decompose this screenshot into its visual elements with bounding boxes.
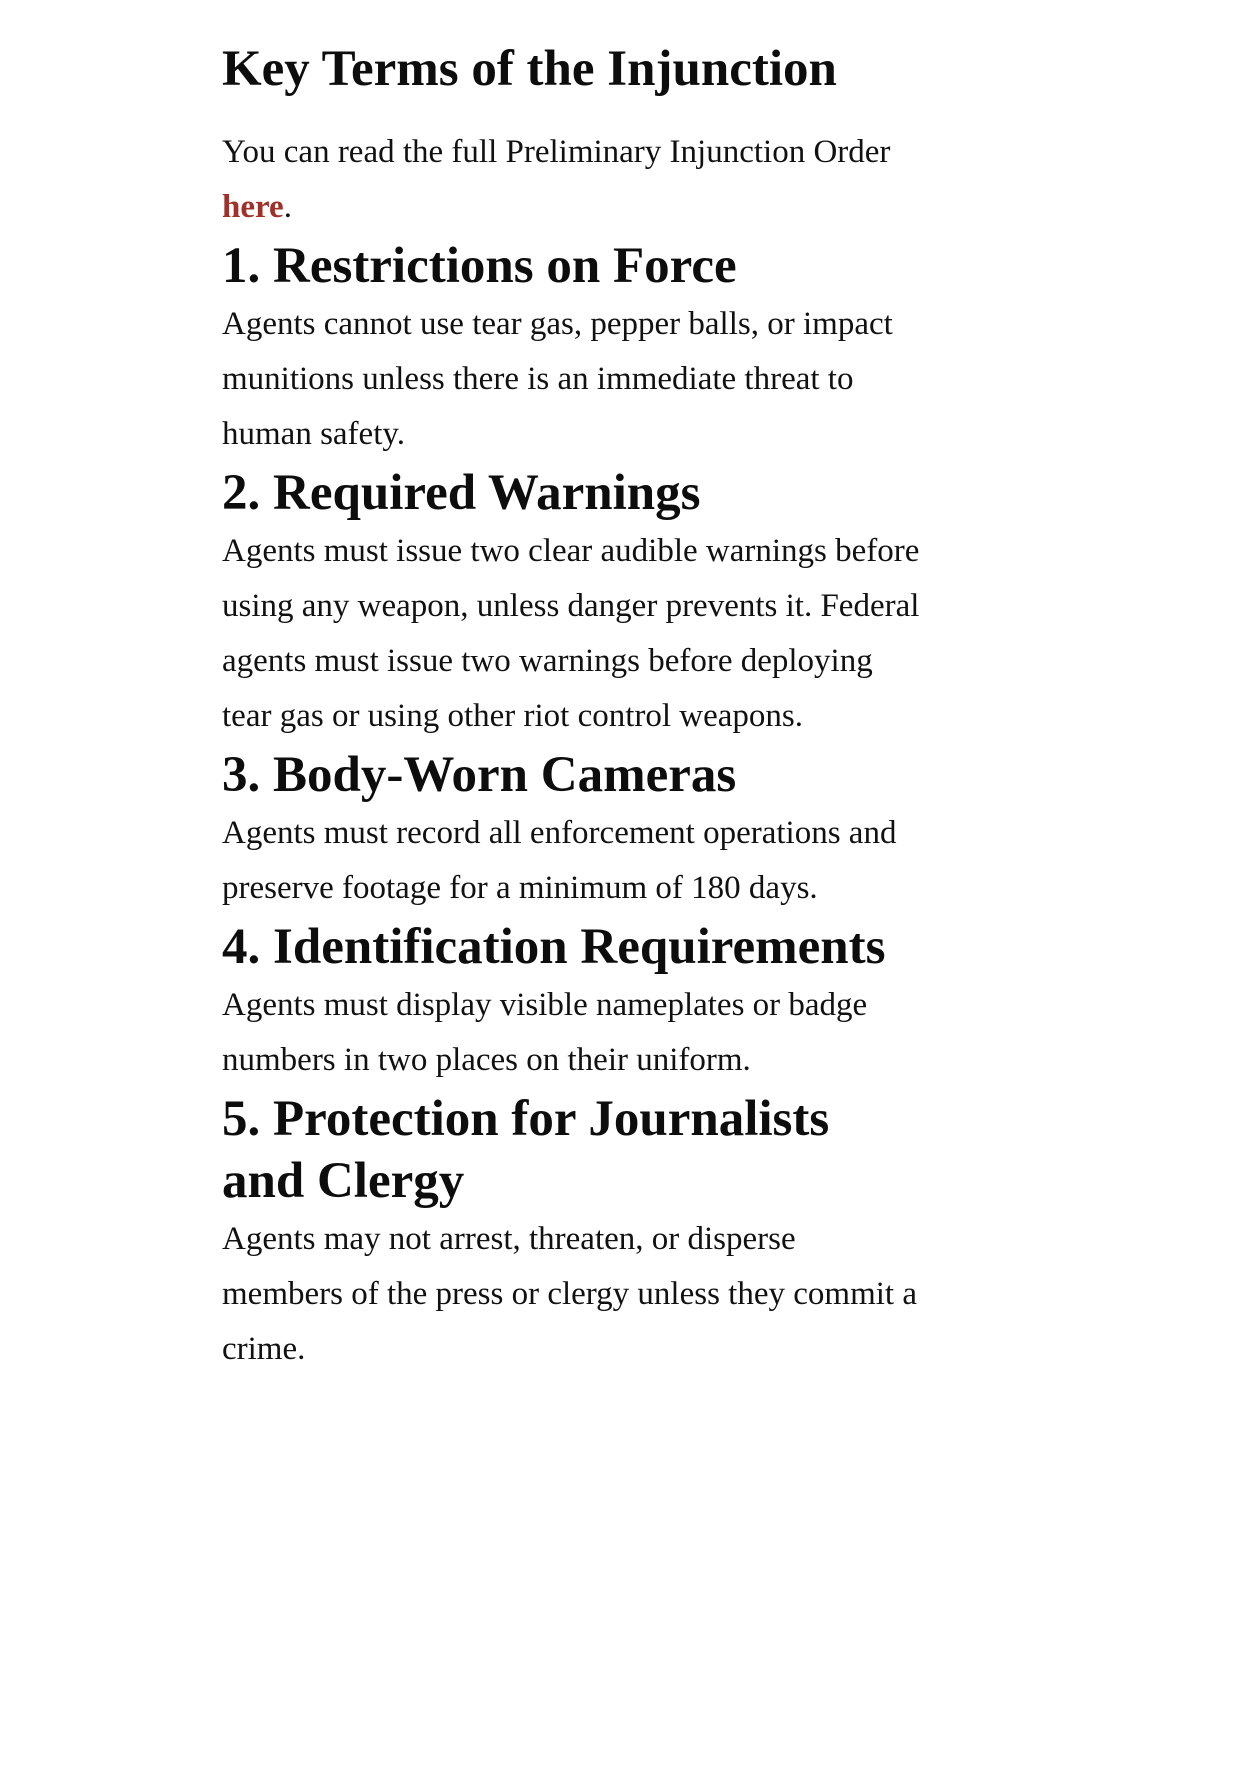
page-title: Key Terms of the Injunction — [222, 41, 837, 97]
section-body: Agents must display visible nameplates or badge numbers in two places on their uniform. — [222, 987, 868, 1078]
injunction-order-link[interactable]: here — [222, 189, 284, 225]
section-body: Agents may not arrest, threaten, or disperse members of the press or clergy unless they commit a crime. — [222, 1221, 917, 1367]
article-content — [222, 0, 922, 1377]
section-body-worn-cameras — [222, 744, 922, 916]
section-required-warnings — [222, 462, 922, 744]
section-body: Agents must issue two clear audible warnings before using any weapon, unless danger prevents it. Federal agents must issue two warnings before deploying tear gas or using other riot control weapons. — [222, 533, 920, 734]
intro-paragraph — [222, 125, 922, 235]
intro-text: You can read the full Preliminary Injunction Order — [222, 134, 891, 170]
intro-period: . — [283, 189, 292, 225]
section-heading: 1. Restrictions on Force — [222, 238, 737, 294]
section-heading: 2. Required Warnings — [222, 465, 701, 521]
section-restrictions-on-force — [222, 235, 922, 462]
section-identification-requirements — [222, 916, 922, 1088]
section-body: Agents cannot use tear gas, pepper balls, or impact munitions unless there is an immediate threat to human safety. — [222, 306, 893, 452]
section-protection-journalists-clergy — [222, 1088, 922, 1377]
section-heading: 3. Body-Worn Cameras — [222, 747, 737, 803]
section-heading: 5. Protection for Journalists and Clergy — [222, 1091, 830, 1209]
section-body: Agents must record all enforcement operations and preserve footage for a minimum of 180 days. — [222, 815, 897, 906]
section-heading: 4. Identification Requirements — [222, 919, 886, 975]
